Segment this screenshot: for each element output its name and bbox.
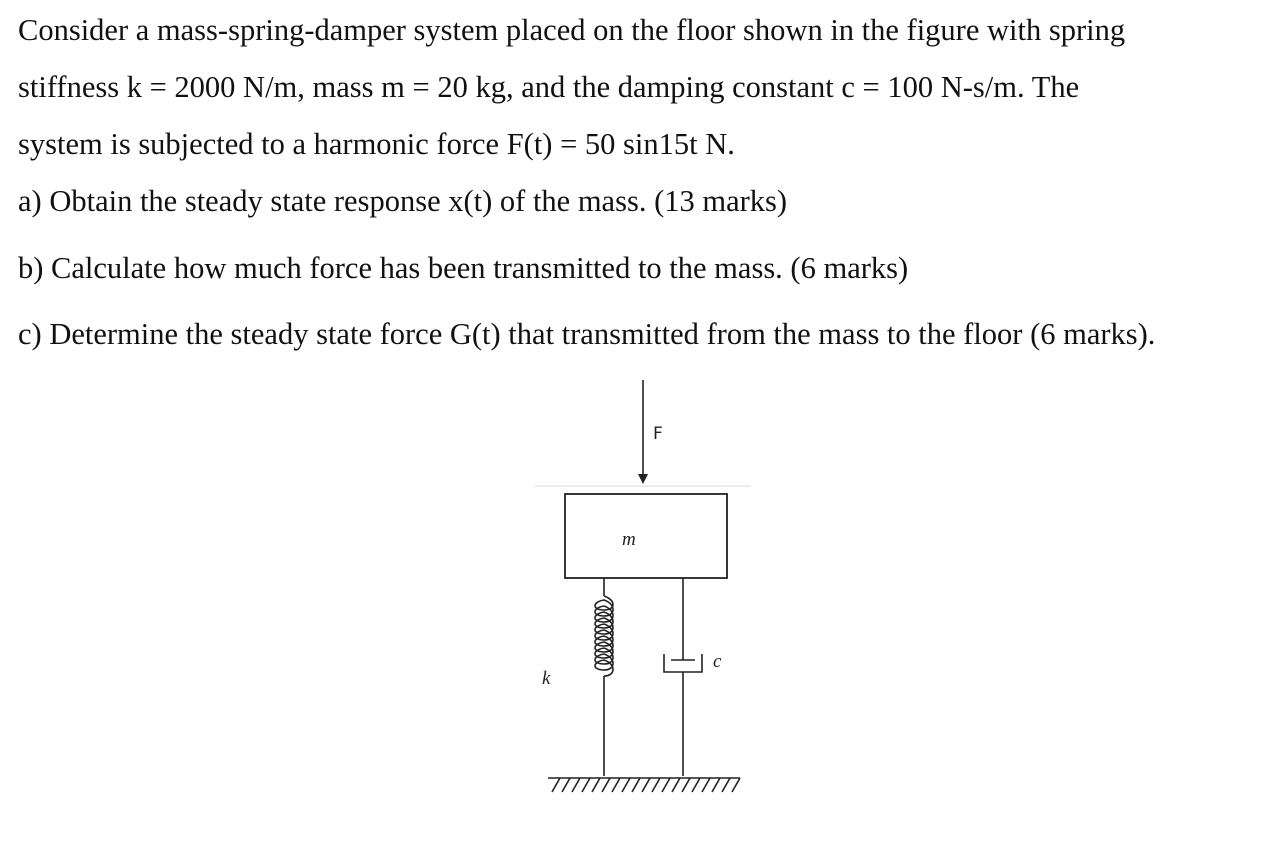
problem-line-3: system is subjected to a harmonic force F(t) = 50 sin15t N. — [18, 127, 735, 161]
damper — [664, 578, 702, 776]
problem-line-1: Consider a mass-spring-damper system placed on the floor shown in the figure with spring — [18, 13, 1126, 47]
problem-line-2: stiffness k = 2000 N/m, mass m = 20 kg, and the damping constant c = 100 N-s/m. The — [18, 70, 1080, 104]
mass-spring-damper-figure — [520, 370, 780, 820]
spring-label: k — [542, 668, 551, 689]
question-c: c) Determine the steady state force G(t) that transmitted from the mass to the floor (6 marks). — [18, 317, 1156, 351]
figure-svg — [520, 370, 780, 820]
question-b: b) Calculate how much force has been transmitted to the mass. (6 marks) — [18, 251, 909, 285]
mass-block — [565, 494, 727, 578]
mass-label: m — [622, 529, 636, 550]
spring — [595, 578, 613, 776]
ground — [548, 778, 740, 792]
force-arrow — [638, 380, 648, 484]
damper-label: c — [713, 651, 722, 672]
force-label: F — [653, 424, 663, 444]
question-a: a) Obtain the steady state response x(t) of the mass. (13 marks) — [18, 184, 788, 218]
